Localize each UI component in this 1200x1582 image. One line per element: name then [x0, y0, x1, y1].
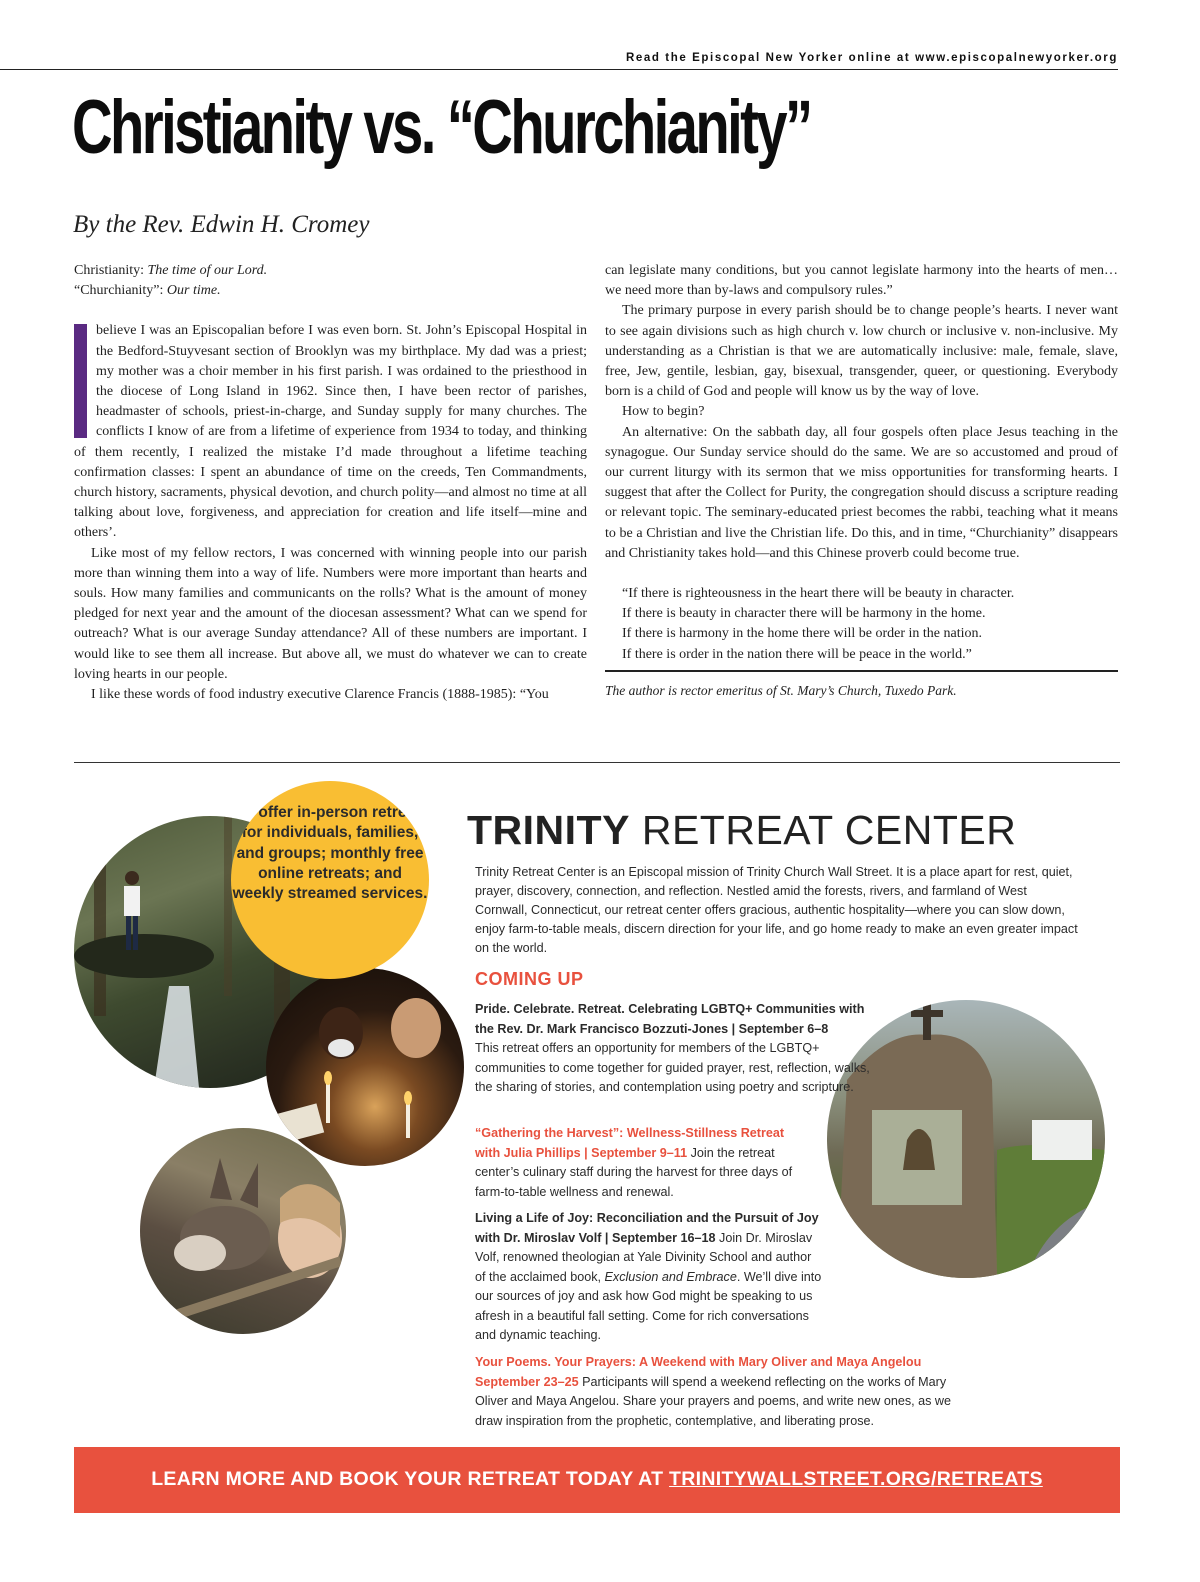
- header-tagline: Read the Episcopal New Yorker online at www.episcopalnewyorker.org: [625, 52, 1118, 64]
- article-column-right: [605, 261, 1118, 701]
- book-title: Exclusion and Embrace: [604, 1269, 737, 1284]
- quote-rule: [605, 670, 1118, 672]
- header-rule: [0, 69, 1118, 70]
- event-title: “Gathering the Harvest”: Wellness-Stillness Retreat with Julia Phillips | September 9–11: [475, 1126, 785, 1160]
- paragraph: Like most of my fellow rectors, I was concerned with winning people into our parish more than winning them into a way of life. Numbers were more important than hearts and souls. How many families and communicants on the rolls? What is the amount of money pledged for next year and the amount of the diocesan assessment? What can we spend for outreach? What is our average Sunday attendance? All of these numbers are important. I would like to see them all increase. But above all, we must do whatever we can to create loving hearts in our people.: [74, 545, 587, 682]
- retreat-center-title: [467, 807, 1017, 853]
- author-note: The author is rector emeritus of St. Mary’s Church, Tuxedo Park.: [605, 682, 957, 698]
- epigraph-label-1: Christianity:: [74, 263, 148, 278]
- cta-link[interactable]: TRINITYWALLSTREET.ORG/RETREATS: [669, 1468, 1043, 1490]
- epigraph-label-2: “Churchianity”:: [74, 283, 167, 299]
- article-column-left: [74, 261, 587, 705]
- paragraph: How to begin?: [622, 404, 705, 420]
- event-body: Join Dr. Miroslav Volf, renowned theologian at Yale Divinity School and author of the acclaimed book,: [475, 1230, 813, 1284]
- cta-label: LEARN MORE AND BOOK YOUR RETREAT TODAY AT: [151, 1468, 670, 1490]
- event-item: [475, 1000, 875, 1098]
- candlelight-illustration: [266, 968, 464, 1166]
- quote-line: If there is harmony in the home there will be order in the nation.: [622, 626, 983, 642]
- quote-line: “If there is righteousness in the heart there will be beauty in character.: [622, 586, 1015, 602]
- drop-cap-bar: [74, 324, 87, 438]
- event-body: This retreat offers an opportunity for members of the LGBTQ+ communities to come together for guided prayer, rest, reflection, walks, the sharing of stories, and contemplation using poetry and scripture.: [475, 1041, 870, 1094]
- epigraph-value-2: Our time.: [166, 283, 221, 299]
- event-item: [475, 1124, 805, 1202]
- proverb-quote: [605, 584, 1118, 665]
- event-body: Participants will spend a weekend reflecting on the works of Mary Oliver and Maya Angelou. Share your prayers and poems, and write new ones, as we draw inspiration from the prophetic, contemplative, and liberating prose.: [475, 1374, 952, 1428]
- offer-bubble: [231, 781, 429, 979]
- quote-line: If there is beauty in character there will be harmony in the home.: [622, 606, 986, 622]
- event-item: [475, 1353, 975, 1431]
- event-item: [475, 1209, 825, 1346]
- article-byline: By the Rev. Edwin H. Cromey: [73, 211, 370, 238]
- coming-up-heading: COMING UP: [475, 969, 584, 989]
- epigraph: [74, 261, 587, 301]
- cta-text: [74, 1468, 1120, 1491]
- quote-line: If there is order in the nation there will be peace in the world.”: [622, 646, 972, 662]
- donkey-petting-photo: [140, 1128, 346, 1334]
- event-title: Your Poems. Your Prayers: A Weekend with Mary Oliver and Maya Angelou September 23–25: [475, 1355, 922, 1389]
- retreat-title-light: RETREAT CENTER: [629, 807, 1017, 853]
- offer-bubble-text: We offer in-person retreats for individuals, families, and groups; monthly free online retreats; and weekly streamed services.: [231, 804, 429, 903]
- event-title: Living a Life of Joy: Reconciliation and the Pursuit of Joy with Dr. Miroslav Volf | September 16–18: [475, 1211, 819, 1245]
- section-divider: [74, 762, 1120, 763]
- paragraph: An alternative: On the sabbath day, all four gospels often place Jesus teaching in the synagogue. Our Sunday service should do the same. We are so accustomed and proud of our current liturgy with its sermon that we miss opportunities for transforming hearts. I suggest that after the Collect for Purity, the congregation should discuss a scripture reading or relevant topic. The seminary-educated priest becomes the rabbi, teaching what it means to be a Christian and live the Christian life. Do this, and in time, “Churchianity” disappears and Christianity takes hold—and this Chinese proverb could become true.: [605, 424, 1118, 561]
- paragraph: I like these words of food industry executive Clarence Francis (1888-1985): “You: [91, 687, 549, 703]
- paragraph: The primary purpose in every parish should be to change people’s hearts. I never want to see again divisions such as high church v. low church or inclusive v. non-inclusive. My understanding as a Christian is that we are automatically inclusive: male, female, slave, free, Jew, gentile, lesbian, gay, bisexual, transgender, queer, or questioning. Everybody born is a child of God and people will know us by the way of love.: [605, 303, 1118, 400]
- event-body-end: . We’ll dive into our sources of joy and ask how God might be speaking to us afresh in a beautiful fall setting. Come for rich conversations and dynamic teaching.: [475, 1269, 822, 1342]
- retreat-intro: Trinity Retreat Center is an Episcopal mission of Trinity Church Wall Street. It is a place apart for rest, quiet, prayer, discovery, connection, and reflection. Nestled amid the forests, rivers, and farmland of West Cornwall, Connecticut, our retreat center offers gracious, authentic hospitality—where you can slow down, enjoy farm-to-table meals, discern direction for your life, and go home ready to make an even greater impact on the world.: [475, 865, 1078, 955]
- candlelight-vigil-photo: [266, 968, 464, 1166]
- article-headline: Christianity vs. “Churchianity”: [72, 85, 811, 170]
- cta-banner[interactable]: [74, 1447, 1120, 1513]
- event-body: Join the retreat center’s culinary staff during the harvest for three days of farm-to-table wellness and renewal.: [475, 1145, 793, 1199]
- retreat-title-bold: TRINITY: [467, 807, 630, 853]
- paragraph: can legislate many conditions, but you cannot legislate harmony into the hearts of men… we need more than by-laws and compulsory rules.”: [605, 263, 1118, 299]
- paragraph: believe I was an Episcopalian before I was even born. St. John’s Episcopal Hospital in the Bedford-Stuyvesant section of Brooklyn was my birthplace. My dad was a priest; my mother was a choir member in his first parish. I was ordained to the priesthood in the diocese of Long Island in 1962. Since then, I have been rector of parishes, headmaster of schools, priest-in-charge, and Sunday supply for many churches. The conflicts I know of are from a lifetime of experience from 1934 to today, and thinking of them recently, I realized the mistake I’d made throughout a lifetime teaching confirmation classes: I spent an abundance of time on the creeds, Ten Commandments, church history, sacraments, physical devotion, and church polity—and almost no time at all talking about love, forgiveness, and appreciation for creation and life itself—mine and others’.: [74, 323, 587, 541]
- event-title: Pride. Celebrate. Retreat. Celebrating LGBTQ+ Communities with the Rev. Dr. Mark Francisco Bozzuti-Jones | September 6–8: [475, 1002, 865, 1036]
- donkey-illustration: [140, 1128, 346, 1334]
- epigraph-value-1: The time of our Lord.: [147, 263, 268, 278]
